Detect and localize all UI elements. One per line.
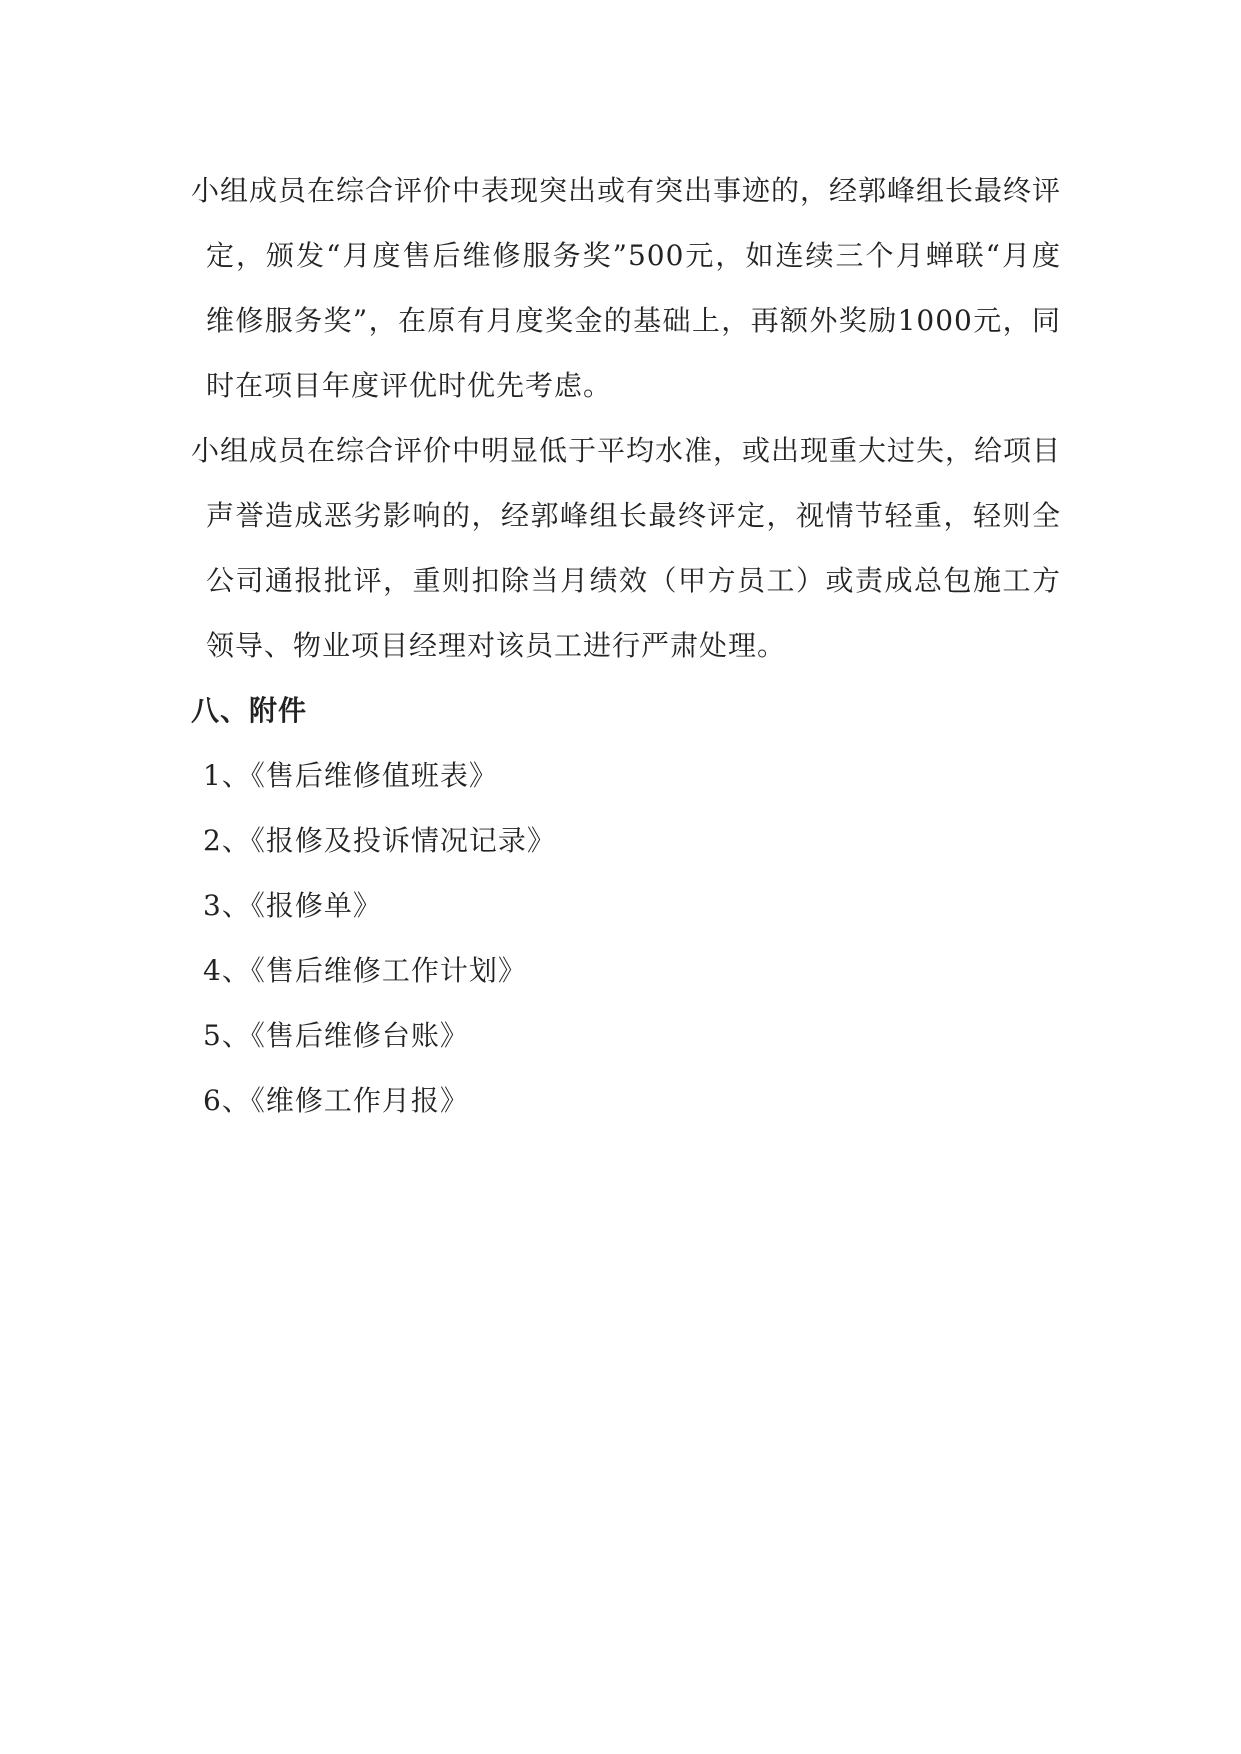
attachment-item: 1、《售后维修值班表》: [203, 759, 498, 792]
document-body: [191, 158, 1061, 1133]
paragraph-reward: 小组成员在综合评价中表现突出或有突出事迹的，经郭峰组长最终评定，颁发“月度售后维修服务奖”500元，如连续三个月蝉联“月度维修服务奖”，在原有月度奖金的基础上，再额外奖励1000元，同时在项目年度评优时优先考虑。: [191, 174, 1062, 402]
section-heading-attachments: 八、附件: [191, 694, 308, 727]
attachment-list: [191, 743, 1061, 1133]
attachment-item: 2、《报修及投诉情况记录》: [203, 824, 556, 857]
attachment-item: 5、《售后维修台账》: [203, 1019, 469, 1052]
attachment-item: 4、《售后维修工作计划》: [203, 954, 527, 987]
attachment-item: 3、《报修单》: [203, 889, 382, 922]
attachment-item: 6、《维修工作月报》: [203, 1084, 469, 1117]
paragraph-penalty: 小组成员在综合评价中明显低于平均水准，或出现重大过失，给项目声誉造成恶劣影响的，经郭峰组长最终评定，视情节轻重，轻则全公司通报批评，重则扣除当月绩效（甲方员工）或责成总包施工方领导、物业项目经理对该员工进行严肃处理。: [191, 434, 1062, 662]
